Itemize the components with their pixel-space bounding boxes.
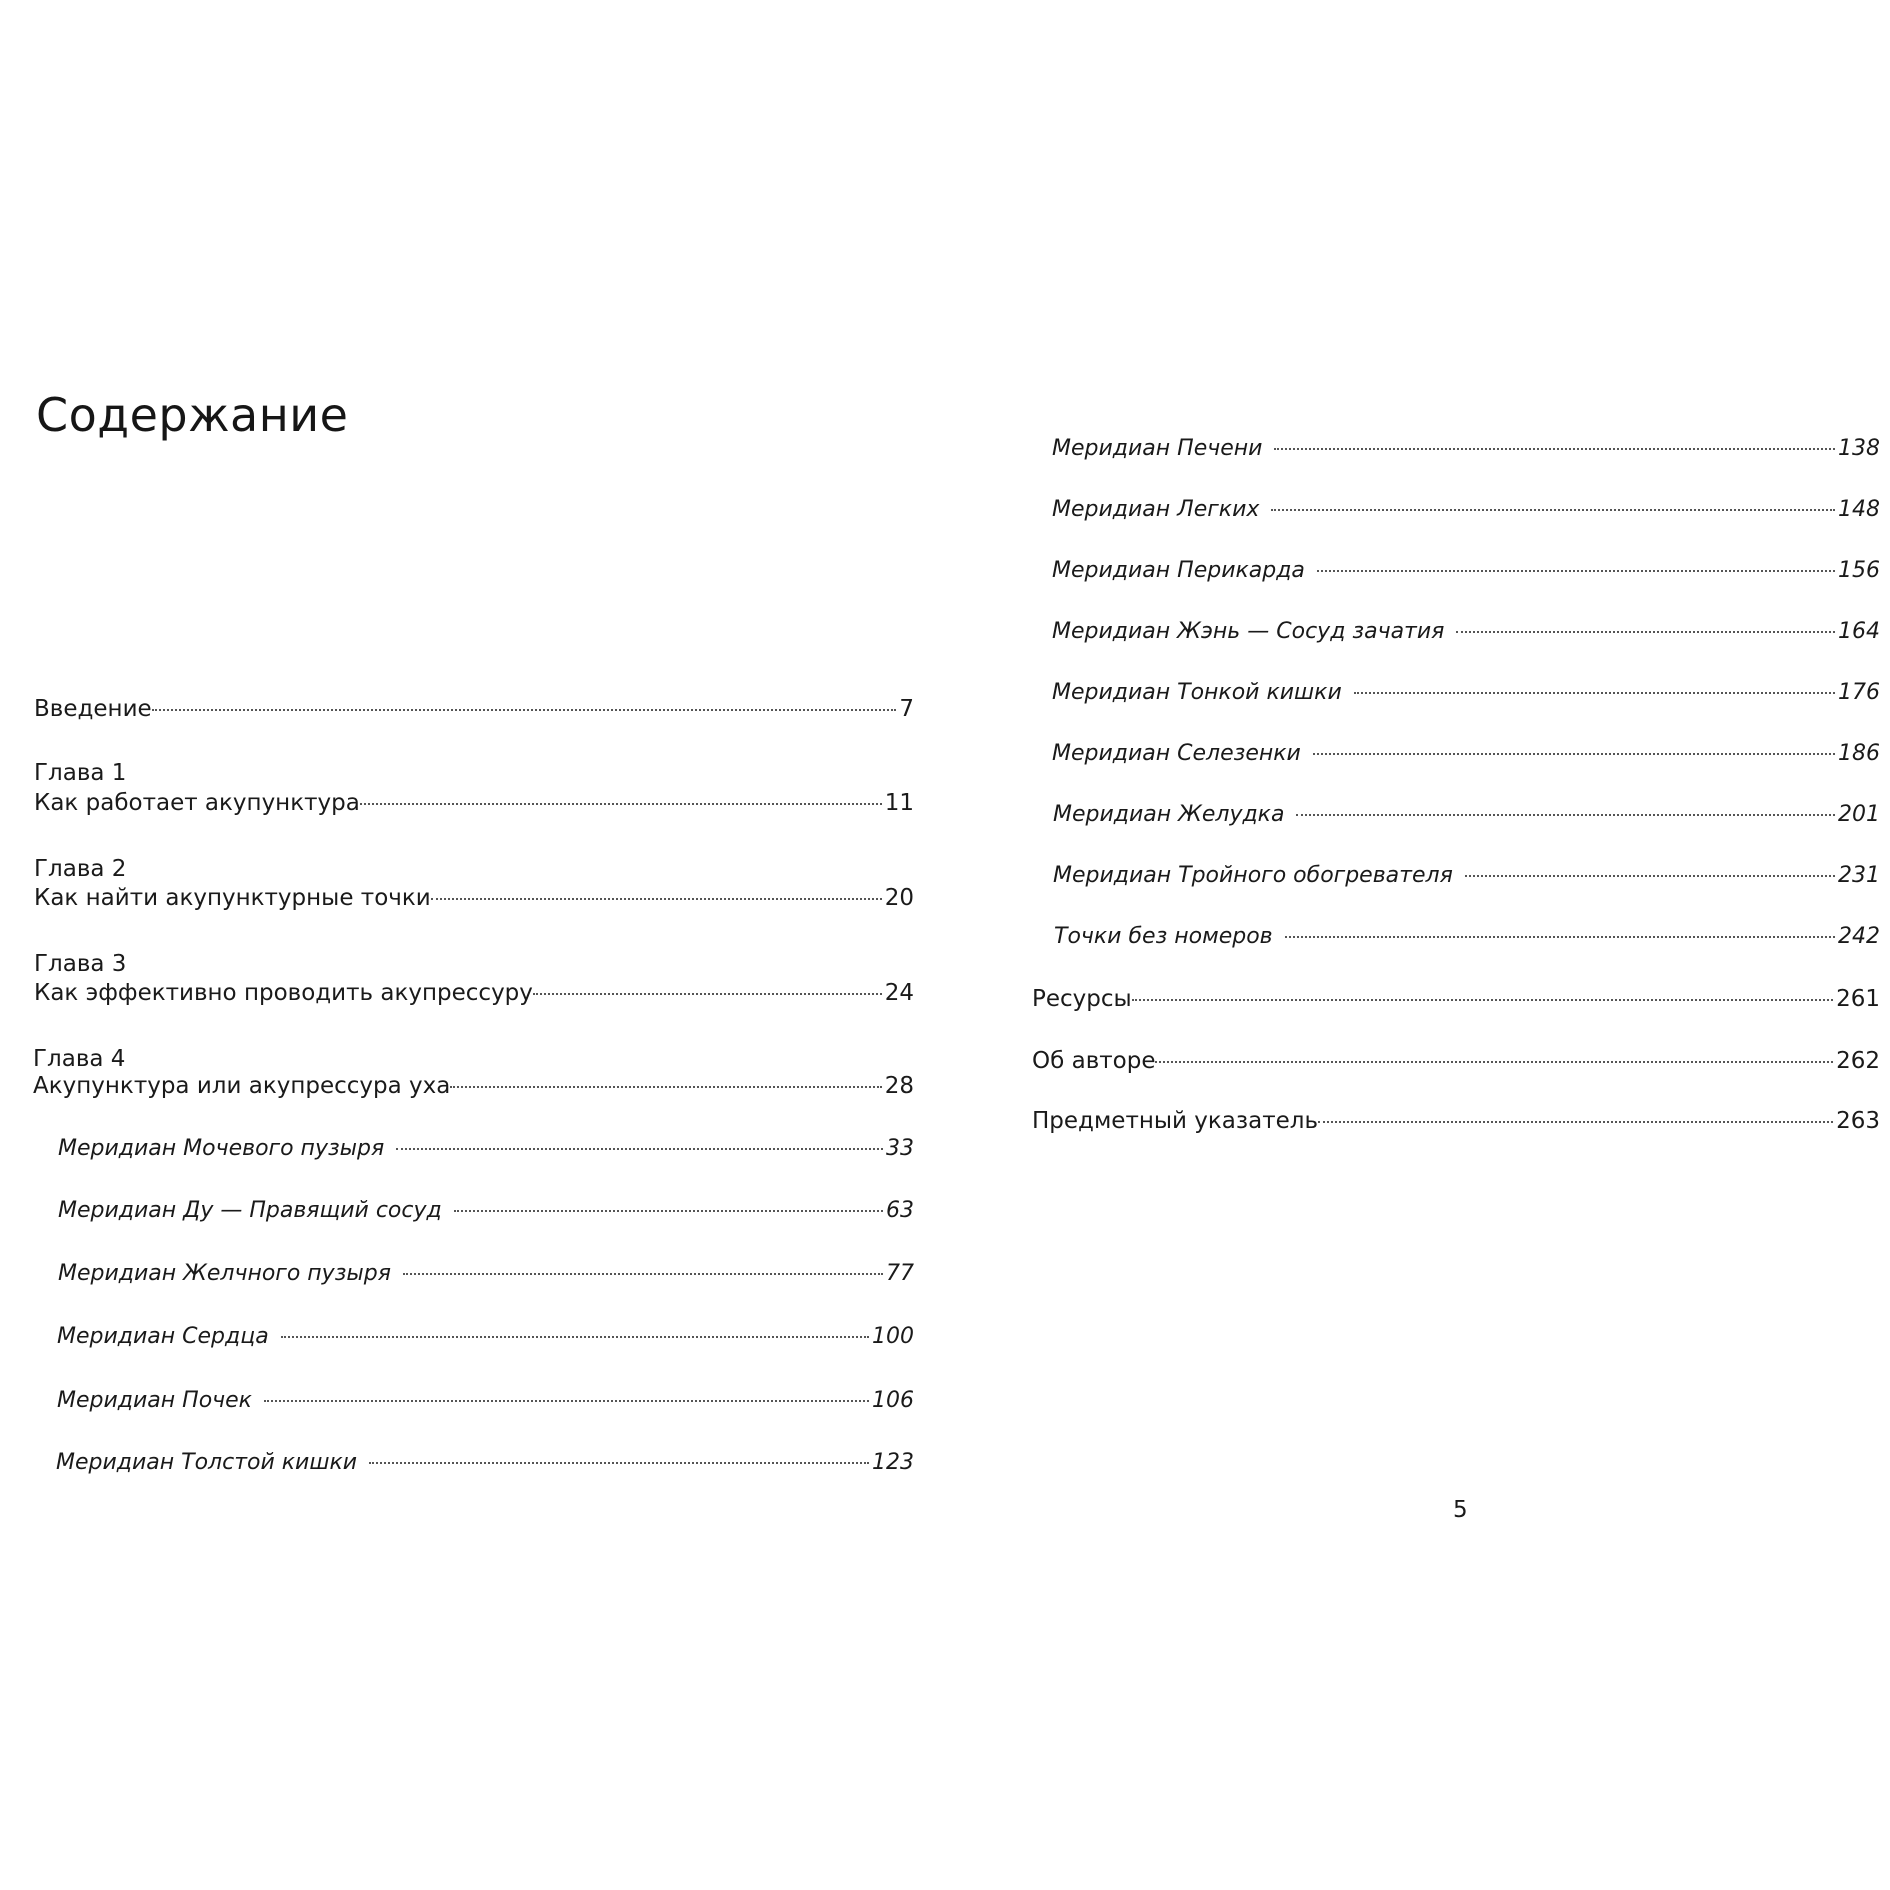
toc-entry-label: Меридиан Перикарда <box>1052 558 1305 583</box>
dot-leader <box>1274 448 1835 450</box>
toc-entry-label: Меридиан Желудка <box>1053 802 1285 827</box>
chapter-heading: Глава 4 <box>33 1046 126 1072</box>
toc-entry-label: Меридиан Селезенки <box>1052 741 1301 766</box>
toc-entry-page: 123 <box>872 1450 914 1475</box>
dot-leader <box>1456 631 1835 633</box>
toc-entry-label: Акупунктура или акупрессура уха <box>33 1073 451 1099</box>
toc-entry-meridian[interactable] <box>1054 924 1880 956</box>
toc-entry-label: Как эффективно проводить акупрессуру <box>34 980 533 1006</box>
toc-entry-page: 7 <box>899 696 914 722</box>
toc-entry-label: Ресурсы <box>1032 986 1132 1012</box>
toc-entry-label: Меридиан Мочевого пузыря <box>58 1136 385 1161</box>
toc-entry-label: Введение <box>34 696 152 722</box>
toc-entry-label: Как работает акупунктура <box>34 790 360 816</box>
dot-leader <box>1313 753 1835 755</box>
toc-entry-page: 262 <box>1836 1048 1880 1074</box>
toc-entry-meridian[interactable] <box>1053 802 1880 834</box>
toc-entry-page: 106 <box>872 1388 914 1413</box>
toc-entry-page: 148 <box>1838 497 1880 522</box>
toc-entry-label: Меридиан Жэнь — Сосуд зачатия <box>1052 619 1445 644</box>
toc-entry-label: Меридиан Почек <box>57 1388 252 1413</box>
dot-leader <box>1155 1061 1833 1063</box>
chapter-heading: Глава 1 <box>34 760 127 786</box>
dot-leader <box>1317 570 1835 572</box>
toc-entry-index[interactable] <box>1032 1108 1880 1140</box>
dot-leader <box>1132 999 1833 1001</box>
toc-entry-label: Меридиан Ду — Правящий сосуд <box>58 1198 442 1223</box>
toc-entry-page: 201 <box>1838 802 1880 827</box>
toc-entry-label: Точки без номеров <box>1054 924 1273 949</box>
toc-entry-meridian[interactable] <box>1052 558 1880 590</box>
toc-entry-page: 186 <box>1838 741 1880 766</box>
dot-leader <box>1354 692 1835 694</box>
toc-entry-label: Меридиан Тонкой кишки <box>1052 680 1342 705</box>
dot-leader <box>1271 509 1835 511</box>
toc-entry-page: 28 <box>884 1073 914 1099</box>
toc-entry-page: 77 <box>886 1261 914 1286</box>
toc-entry-page: 156 <box>1838 558 1880 583</box>
toc-entry-meridian[interactable] <box>1052 741 1880 773</box>
toc-entry-page: 242 <box>1838 924 1880 949</box>
toc-entry-page: 100 <box>872 1324 914 1349</box>
toc-entry-page: 63 <box>886 1198 914 1223</box>
dot-leader <box>1285 936 1835 938</box>
toc-entry-label: Меридиан Желчного пузыря <box>58 1261 391 1286</box>
toc-entry-label: Об авторе <box>1032 1048 1156 1074</box>
dot-leader <box>1296 814 1835 816</box>
toc-entry-page: 20 <box>884 885 914 911</box>
chapter-heading: Глава 3 <box>34 951 127 977</box>
toc-entry-page: 33 <box>886 1136 914 1161</box>
toc-entry-page: 164 <box>1838 619 1880 644</box>
toc-entry-meridian[interactable] <box>1052 497 1880 529</box>
toc-entry-label: Меридиан Сердца <box>57 1324 269 1349</box>
toc-entry-about-author[interactable] <box>1032 1048 1880 1080</box>
toc-entry-page: 261 <box>1836 986 1880 1012</box>
toc-entry-page: 176 <box>1838 680 1880 705</box>
chapter-heading: Глава 2 <box>34 856 127 882</box>
toc-entry-page: 263 <box>1836 1108 1880 1134</box>
toc-entry-meridian[interactable] <box>1052 436 1880 468</box>
toc-entry-page: 11 <box>884 790 914 816</box>
page-title: Содержание <box>36 388 349 442</box>
toc-entry-meridian[interactable] <box>1052 680 1880 712</box>
toc-entry-page: 24 <box>884 980 914 1006</box>
toc-entry-label: Как найти акупунктурные точки <box>34 885 431 911</box>
dot-leader <box>1465 875 1835 877</box>
toc-entry-page: 138 <box>1838 436 1880 461</box>
toc-entry-page: 231 <box>1838 863 1880 888</box>
toc-entry-label: Меридиан Печени <box>1052 436 1263 461</box>
toc-entry-label: Меридиан Легких <box>1052 497 1260 522</box>
toc-entry-meridian[interactable] <box>1053 863 1880 895</box>
toc-entry-label: Предметный указатель <box>1032 1108 1319 1134</box>
toc-entry-meridian[interactable] <box>1052 619 1880 651</box>
page-number: 5 <box>1453 1497 1468 1523</box>
toc-entry-resources[interactable] <box>1032 986 1880 1018</box>
dot-leader <box>1318 1121 1833 1123</box>
toc-entry-label: Меридиан Тройного обогревателя <box>1053 863 1453 888</box>
toc-entry-label: Меридиан Толстой кишки <box>56 1450 358 1475</box>
